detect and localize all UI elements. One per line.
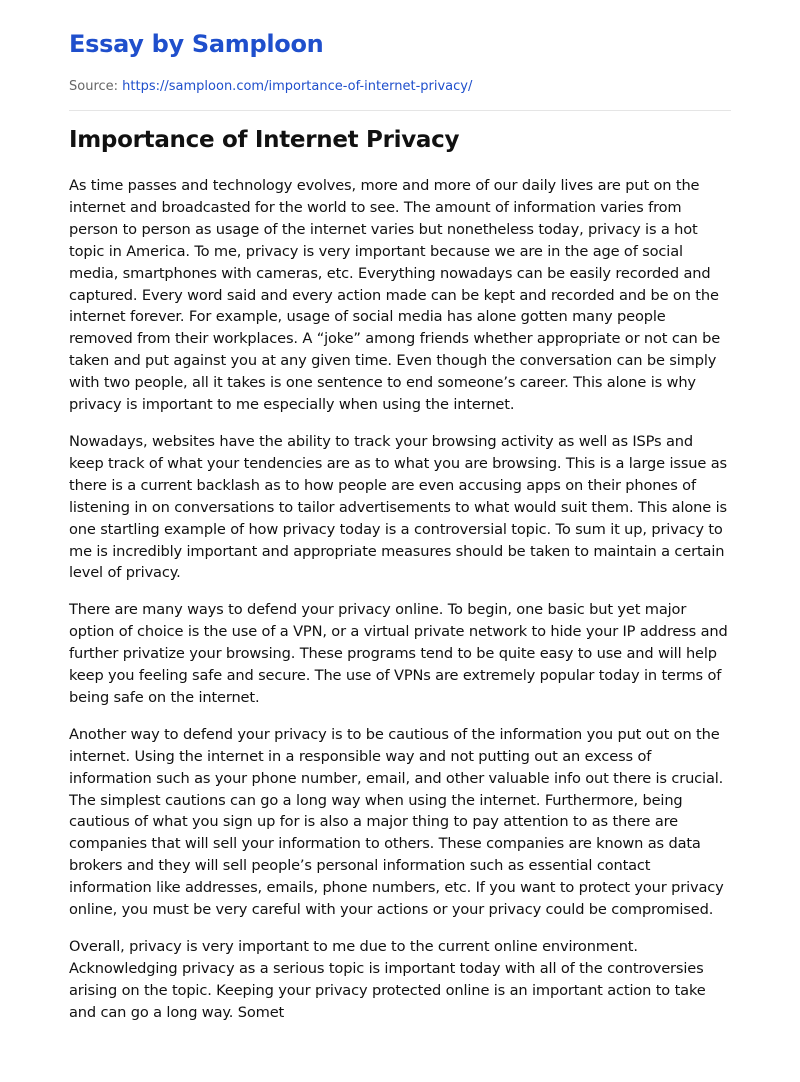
essay-title: Importance of Internet Privacy	[69, 127, 460, 153]
source-line	[69, 78, 731, 96]
paragraph: Another way to defend your privacy is to be cautious of the information you put out on the internet. Using the internet in a responsible way and not putting out an excess of information such as your phone number, email, and other valuable info out there is crucial. The simplest cautions can go a long way when using the internet. Furthermore, being cautious of what you sign up for is also a major thing to pay attention to as there are companies that will sell your information to others. These companies are known as data brokers and they will sell people’s personal information such as essential contact information like addresses, emails, phone numbers, etc. If you want to protect your privacy online, you must be very careful with your actions or your privacy could be compromised.	[69, 725, 724, 919]
divider	[69, 110, 731, 111]
brand-title: Essay by Samploon	[69, 30, 324, 58]
source-link[interactable]: https://samploon.com/importance-of-internet-privacy/	[122, 79, 473, 94]
source-label: Source:	[69, 79, 119, 94]
paragraph: Nowadays, websites have the ability to track your browsing activity as well as ISPs and keep track of what your tendencies are as to what you are browsing. This is a large issue as there is a current backlash as to how people are even accusing apps on their phones of listening in on conversations to tailor advertisements to what would suit them. This alone is one startling example of how privacy today is a controversial topic. To sum it up, privacy to me is incredibly important and appropriate measures should be taken to maintain a certain level of privacy.	[69, 432, 727, 582]
paragraph: Overall, privacy is very important to me due to the current online environment. Acknowledging privacy as a serious topic is important today with all of the controversies arising on the topic. Keeping your privacy protected online is an important action to take and can go a long way. Somet	[69, 938, 706, 1021]
paragraph: There are many ways to defend your privacy online. To begin, one basic but yet major option of choice is the use of a VPN, or a virtual private network to hide your IP address and further privatize your browsing. These programs tend to be quite easy to use and will help keep you feeling safe and secure. The use of VPNs are extremely popular today in terms of being safe on the internet.	[69, 601, 728, 706]
essay-body	[69, 175, 731, 1024]
paragraph: As time passes and technology evolves, more and more of our daily lives are put on the internet and broadcasted for the world to see. The amount of information varies from person to person as usage of the internet varies but nonetheless today, privacy is a hot topic in America. To me, privacy is very important because we are in the age of social media, smartphones with cameras, etc. Everything nowadays can be easily recorded and captured. Every word said and every action made can be kept and recorded and be on the internet forever. For example, usage of social media has alone gotten many people removed from their workplaces. A “joke” among friends whether appropriate or not can be taken and put against you at any given time. Even though the conversation can be simply with two people, all it takes is one sentence to end someone’s career. This alone is why privacy is important to me especially when using the internet.	[69, 177, 721, 414]
